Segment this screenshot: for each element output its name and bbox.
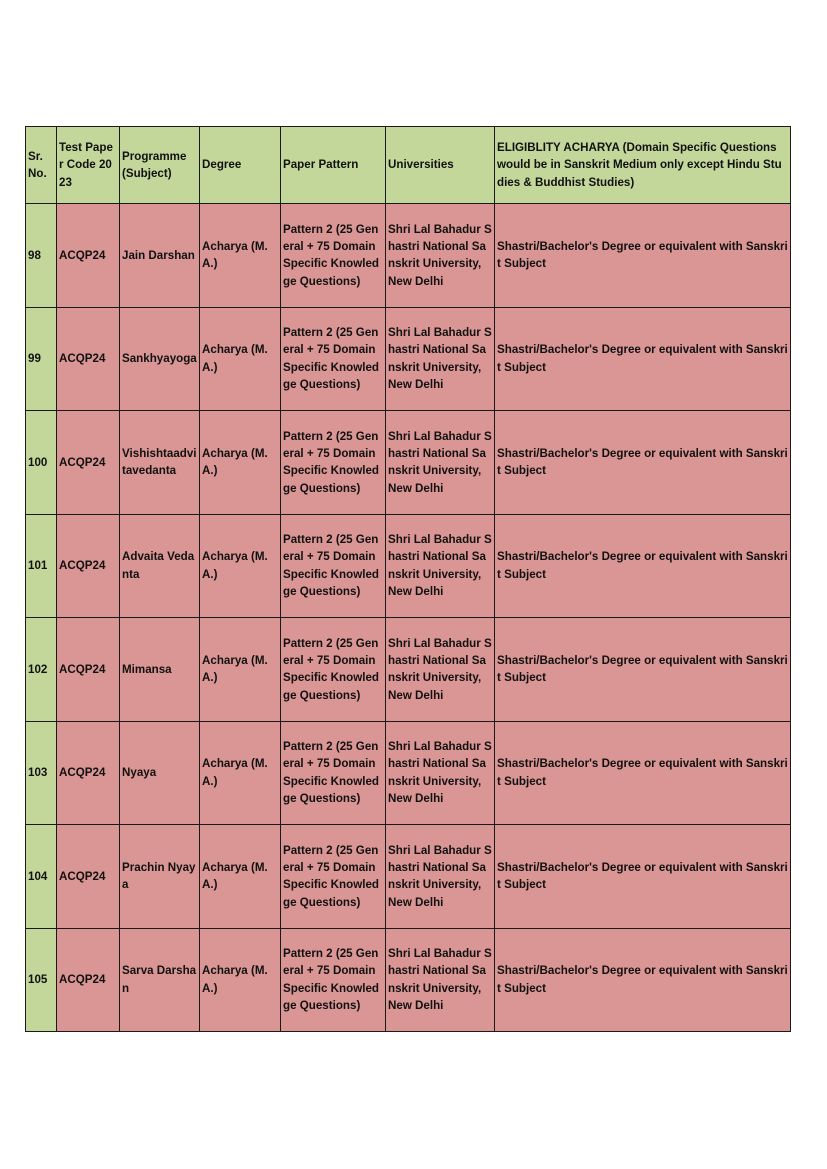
cell-university: Shri Lal Bahadur Shastri National Sanskrit University, New Delhi <box>386 721 495 825</box>
cell-paper-pattern: Pattern 2 (25 General + 75 Domain Specific Knowledge Questions) <box>281 825 386 929</box>
header-eligibility: ELIGIBLITY ACHARYA (Domain Specific Questions would be in Sanskrit Medium only except Hindu Studies & Buddhist Studies) <box>495 127 791 204</box>
cell-eligibility: Shastri/Bachelor's Degree or equivalent with Sanskrit Subject <box>495 307 791 411</box>
cell-university: Shri Lal Bahadur Shastri National Sanskrit University, New Delhi <box>386 618 495 722</box>
cell-degree: Acharya (M.A.) <box>200 825 281 929</box>
cell-degree: Acharya (M.A.) <box>200 618 281 722</box>
cell-eligibility: Shastri/Bachelor's Degree or equivalent with Sanskrit Subject <box>495 721 791 825</box>
cell-programme: Prachin Nyaya <box>120 825 200 929</box>
cell-programme: Mimansa <box>120 618 200 722</box>
table-row <box>26 825 791 929</box>
cell-paper-pattern: Pattern 2 (25 General + 75 Domain Specific Knowledge Questions) <box>281 411 386 515</box>
cell-degree: Acharya (M.A.) <box>200 721 281 825</box>
table-row <box>26 307 791 411</box>
cell-sr-no: 101 <box>26 514 57 618</box>
cell-test-paper-code: ACQP24 <box>57 928 120 1032</box>
eligibility-table <box>25 126 791 1032</box>
table-row <box>26 514 791 618</box>
cell-programme: Sarva Darshan <box>120 928 200 1032</box>
cell-paper-pattern: Pattern 2 (25 General + 75 Domain Specific Knowledge Questions) <box>281 514 386 618</box>
cell-university: Shri Lal Bahadur Shastri National Sanskrit University, New Delhi <box>386 204 495 308</box>
cell-test-paper-code: ACQP24 <box>57 514 120 618</box>
table-row <box>26 618 791 722</box>
header-sr-no: Sr. No. <box>26 127 57 204</box>
cell-university: Shri Lal Bahadur Shastri National Sanskrit University, New Delhi <box>386 825 495 929</box>
cell-sr-no: 99 <box>26 307 57 411</box>
cell-programme: Sankhyayoga <box>120 307 200 411</box>
cell-eligibility: Shastri/Bachelor's Degree or equivalent with Sanskrit Subject <box>495 928 791 1032</box>
cell-eligibility: Shastri/Bachelor's Degree or equivalent with Sanskrit Subject <box>495 411 791 515</box>
cell-degree: Acharya (M.A.) <box>200 928 281 1032</box>
cell-programme: Advaita Vedanta <box>120 514 200 618</box>
table-row <box>26 204 791 308</box>
cell-sr-no: 98 <box>26 204 57 308</box>
cell-degree: Acharya (M.A.) <box>200 411 281 515</box>
table-row <box>26 928 791 1032</box>
cell-test-paper-code: ACQP24 <box>57 618 120 722</box>
cell-programme: Vishishtaadvitavedanta <box>120 411 200 515</box>
cell-eligibility: Shastri/Bachelor's Degree or equivalent with Sanskrit Subject <box>495 204 791 308</box>
header-degree: Degree <box>200 127 281 204</box>
cell-paper-pattern: Pattern 2 (25 General + 75 Domain Specific Knowledge Questions) <box>281 618 386 722</box>
cell-sr-no: 104 <box>26 825 57 929</box>
cell-test-paper-code: ACQP24 <box>57 204 120 308</box>
cell-paper-pattern: Pattern 2 (25 General + 75 Domain Specific Knowledge Questions) <box>281 928 386 1032</box>
header-programme: Programme (Subject) <box>120 127 200 204</box>
cell-programme: Nyaya <box>120 721 200 825</box>
cell-test-paper-code: ACQP24 <box>57 307 120 411</box>
cell-university: Shri Lal Bahadur Shastri National Sanskrit University, New Delhi <box>386 411 495 515</box>
cell-eligibility: Shastri/Bachelor's Degree or equivalent with Sanskrit Subject <box>495 825 791 929</box>
cell-paper-pattern: Pattern 2 (25 General + 75 Domain Specific Knowledge Questions) <box>281 204 386 308</box>
cell-university: Shri Lal Bahadur Shastri National Sanskrit University, New Delhi <box>386 928 495 1032</box>
cell-paper-pattern: Pattern 2 (25 General + 75 Domain Specific Knowledge Questions) <box>281 721 386 825</box>
cell-sr-no: 100 <box>26 411 57 515</box>
cell-university: Shri Lal Bahadur Shastri National Sanskrit University, New Delhi <box>386 307 495 411</box>
header-test-paper-code: Test Paper Code 2023 <box>57 127 120 204</box>
cell-test-paper-code: ACQP24 <box>57 825 120 929</box>
table-row <box>26 411 791 515</box>
cell-eligibility: Shastri/Bachelor's Degree or equivalent with Sanskrit Subject <box>495 514 791 618</box>
cell-eligibility: Shastri/Bachelor's Degree or equivalent with Sanskrit Subject <box>495 618 791 722</box>
cell-sr-no: 105 <box>26 928 57 1032</box>
cell-sr-no: 102 <box>26 618 57 722</box>
cell-programme: Jain Darshan <box>120 204 200 308</box>
cell-test-paper-code: ACQP24 <box>57 721 120 825</box>
cell-degree: Acharya (M.A.) <box>200 514 281 618</box>
cell-degree: Acharya (M.A.) <box>200 204 281 308</box>
header-paper-pattern: Paper Pattern <box>281 127 386 204</box>
cell-sr-no: 103 <box>26 721 57 825</box>
cell-test-paper-code: ACQP24 <box>57 411 120 515</box>
table-row <box>26 721 791 825</box>
cell-degree: Acharya (M.A.) <box>200 307 281 411</box>
table-body <box>26 204 791 1032</box>
header-row <box>26 127 791 204</box>
cell-paper-pattern: Pattern 2 (25 General + 75 Domain Specific Knowledge Questions) <box>281 307 386 411</box>
cell-university: Shri Lal Bahadur Shastri National Sanskrit University, New Delhi <box>386 514 495 618</box>
header-universities: Universities <box>386 127 495 204</box>
